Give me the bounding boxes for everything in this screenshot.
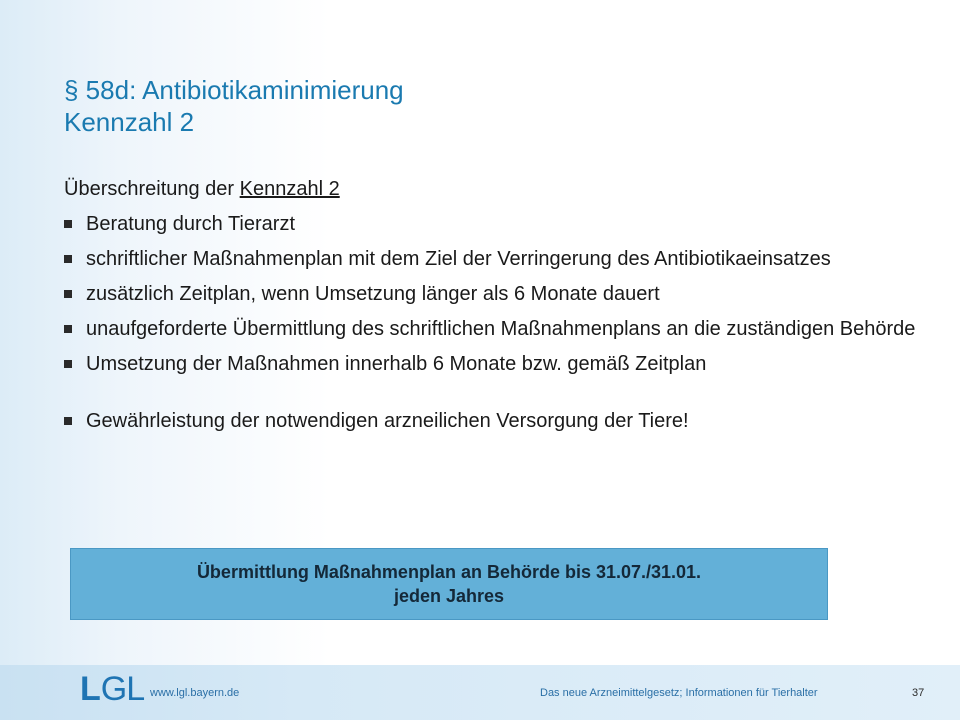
bullet-item xyxy=(64,352,924,377)
bullet-text: Gewährleistung der notwendigen arzneilichen Versorgung der Tiere! xyxy=(86,410,689,432)
deadline-callout-box xyxy=(70,548,828,620)
footer-url: www.lgl.bayern.de xyxy=(150,687,240,699)
logo-letters-gl: GL xyxy=(100,670,145,708)
intro-prefix: Überschreitung der xyxy=(64,178,240,200)
square-bullet-icon xyxy=(64,255,72,263)
logo-letter-l: L xyxy=(80,670,101,708)
bullet-list xyxy=(64,212,924,444)
square-bullet-icon xyxy=(64,360,72,368)
bullet-item xyxy=(64,282,924,307)
page-number: 37 xyxy=(912,687,925,699)
slide-title xyxy=(64,74,864,138)
title-line-2: Kennzahl 2 xyxy=(64,107,195,137)
bullet-item xyxy=(64,212,924,237)
bullet-text: Beratung durch Tierarzt xyxy=(86,213,295,235)
lgl-logo xyxy=(80,672,144,706)
square-bullet-icon xyxy=(64,417,72,425)
bullet-text: Umsetzung der Maßnahmen innerhalb 6 Monate bzw. gemäß Zeitplan xyxy=(86,353,707,375)
square-bullet-icon xyxy=(64,325,72,333)
callout-line-2: jeden Jahres xyxy=(393,586,505,606)
bullet-item xyxy=(64,247,924,272)
bullet-item xyxy=(64,317,924,342)
title-line-1: § 58d: Antibiotikaminimierung xyxy=(64,75,404,105)
intro-text xyxy=(64,176,340,202)
bullet-text: schriftlicher Maßnahmenplan mit dem Ziel der Verringerung des Antibiotikaeinsatzes xyxy=(86,248,831,270)
square-bullet-icon xyxy=(64,290,72,298)
square-bullet-icon xyxy=(64,220,72,228)
bullet-text: zusätzlich Zeitplan, wenn Umsetzung länger als 6 Monate dauert xyxy=(86,283,660,305)
intro-underlined: Kennzahl 2 xyxy=(239,178,340,200)
footer-presentation-title: Das neue Arzneimittelgesetz; Informationen für Tierhalter xyxy=(540,687,818,699)
bullet-item xyxy=(64,409,924,434)
bullet-text: unaufgeforderte Übermittlung des schriftlichen Maßnahmenplans an die zuständigen Behörde xyxy=(86,318,916,340)
callout-line-1: Übermittlung Maßnahmenplan an Behörde bis 31.07./31.01. xyxy=(196,562,702,582)
